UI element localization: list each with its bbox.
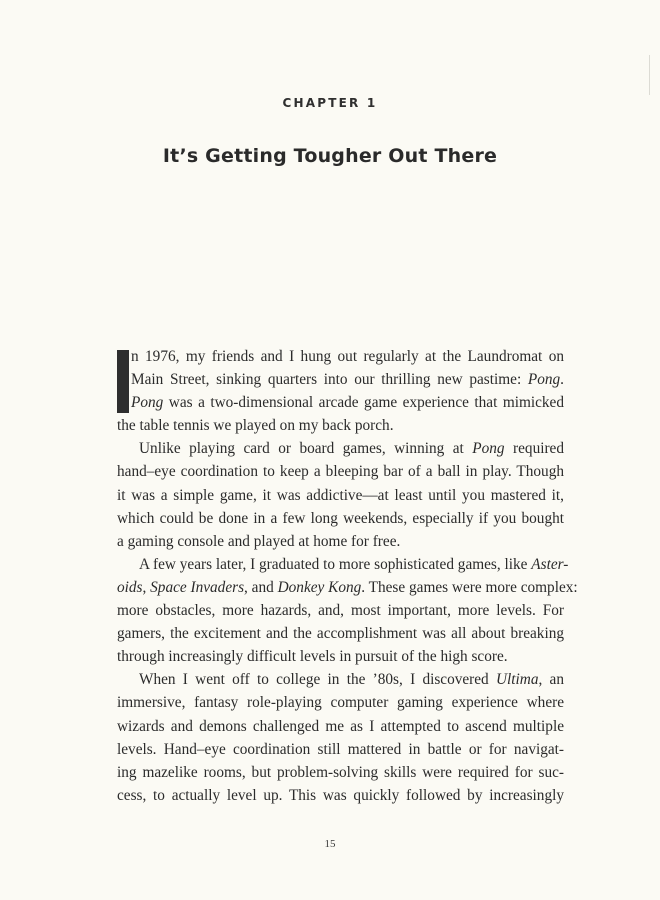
paragraph-line <box>117 576 578 599</box>
paragraph-line: ing mazelike rooms, but problem-solving skills were required for suc- <box>117 763 564 781</box>
paragraph-line: cess, to actually level up. This was quickly followed by increasingly <box>117 786 564 804</box>
paragraph-line-text: oids, Space Invaders, and Donkey Kong. These games were more complex: <box>117 578 578 596</box>
paragraph-line: immersive, fantasy role-playing computer gaming experience where <box>117 694 564 712</box>
paragraph-3 <box>117 553 578 668</box>
chapter-label: CHAPTER 1 <box>282 96 378 110</box>
paragraph-line: levels. Hand–eye coordination still mattered in battle or for navigat- <box>117 740 564 758</box>
paragraph-line <box>117 437 564 460</box>
paragraph-line-text: Unlike playing card or board games, winning at Pong required <box>139 440 564 458</box>
paragraph-line: a gaming console and played at home for free. <box>117 532 401 550</box>
paragraph-line: more obstacles, more hazards, and, most important, more levels. For <box>117 602 564 620</box>
page-edge-mark <box>649 55 650 95</box>
paragraph-line: it was a simple game, it was addictive—at least until you mastered it, <box>117 486 564 504</box>
paragraph-line <box>117 391 564 414</box>
paragraph-line: gamers, the excitement and the accomplishment was all about breaking <box>117 625 564 643</box>
paragraph-line-text: When I went off to college in the ’80s, I discovered Ultima, an <box>139 671 564 689</box>
paragraph-2 <box>117 437 564 552</box>
paragraph-line: through increasingly difficult levels in pursuit of the high score. <box>117 648 508 666</box>
paragraph-line: wizards and demons challenged me as I attempted to ascend multiple <box>117 717 564 735</box>
paragraph-line <box>117 368 564 391</box>
paragraph-4 <box>117 668 564 807</box>
chapter-title: It’s Getting Tougher Out There <box>162 145 498 167</box>
paragraph-line: hand–eye coordination to keep a bleeping bar of a ball in play. Though <box>117 463 564 481</box>
drop-cap <box>117 350 129 413</box>
paragraph-line <box>117 553 569 576</box>
paragraph-line-text: A few years later, I graduated to more sophisticated games, like Aster- <box>139 555 569 573</box>
chapter-body <box>117 345 578 807</box>
paragraph-line-text: Pong was a two-dimensional arcade game experience that mimicked <box>131 394 564 412</box>
page-number: 15 <box>324 838 336 850</box>
paragraph-1 <box>117 345 564 437</box>
paragraph-line: the table tennis we played on my back porch. <box>117 417 394 435</box>
paragraph-line: which could be done in a few long weekends, especially if you bought <box>117 509 564 527</box>
paragraph-line: n 1976, my friends and I hung out regularly at the Laundromat on <box>131 348 564 365</box>
paragraph-line-text: Main Street, sinking quarters into our thrilling new pastime: Pong. <box>131 371 564 389</box>
paragraph-line <box>117 668 564 691</box>
